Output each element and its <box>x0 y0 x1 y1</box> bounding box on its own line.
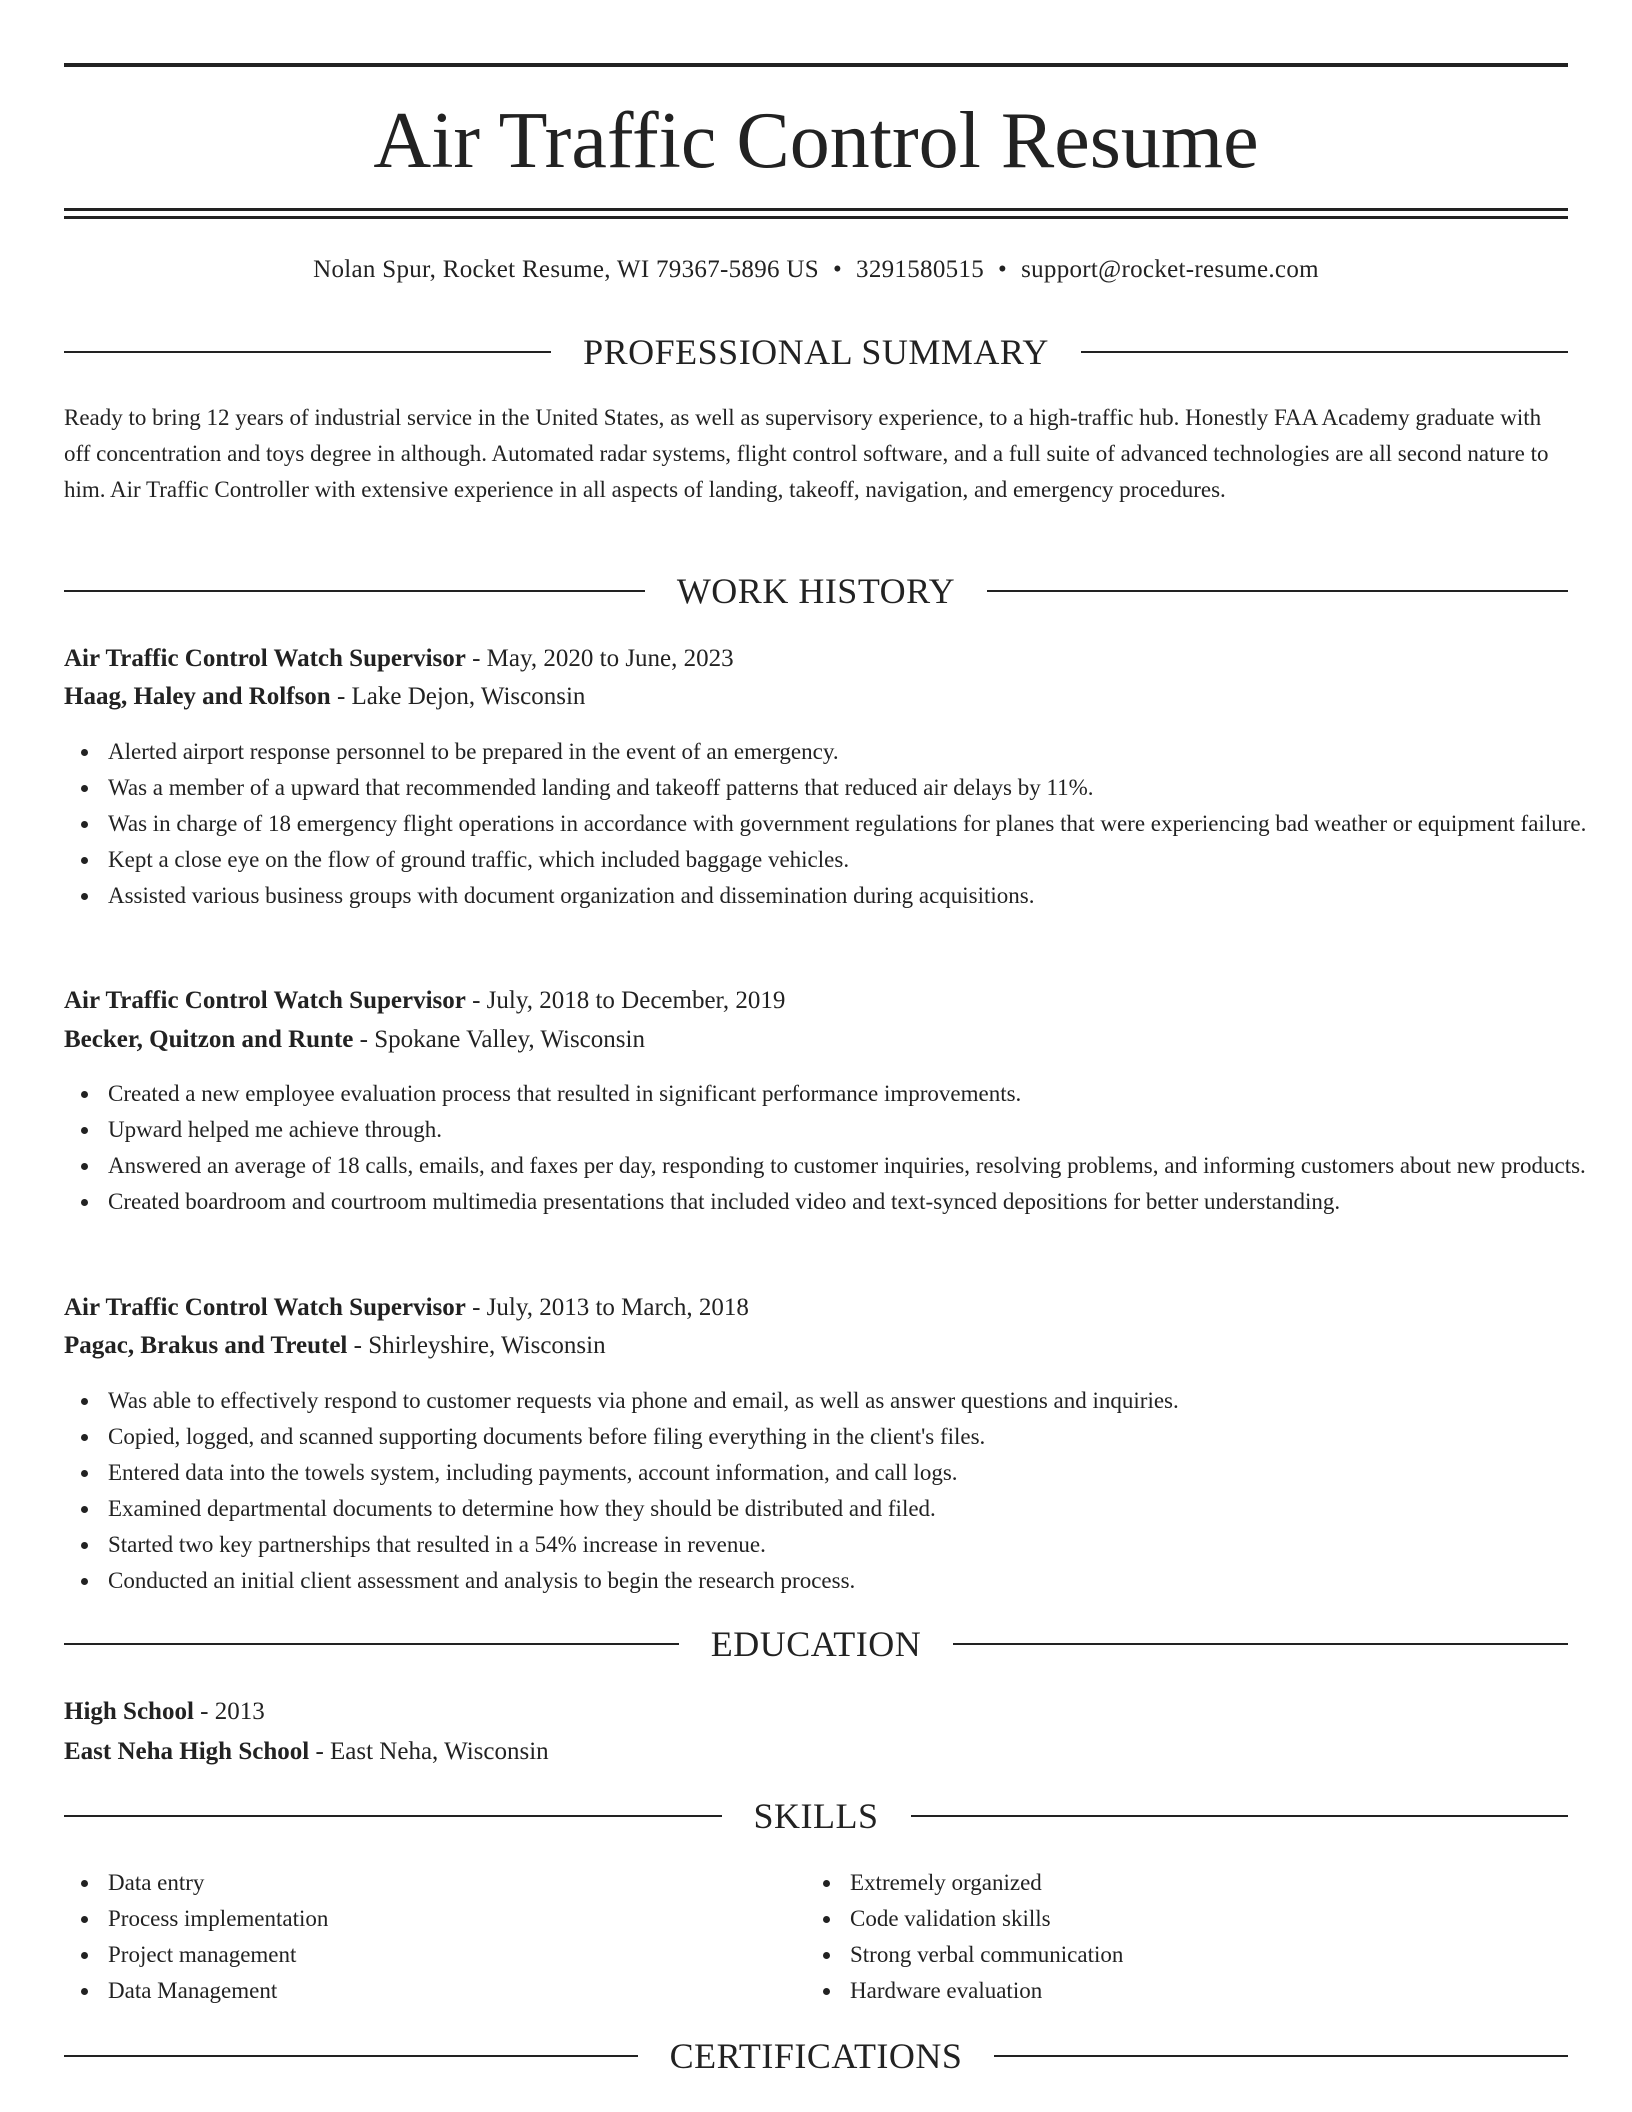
heading-rule-left <box>64 590 645 592</box>
contact-email: support@rocket-resume.com <box>1021 256 1319 283</box>
contact-line <box>64 253 1568 287</box>
job-location: - Lake Dejon, Wisconsin <box>330 683 586 710</box>
job-company: Pagac, Brakus and Treutel <box>64 1332 348 1359</box>
list-item: Started two key partnerships that resulted in a 54% increase in revenue. <box>108 1527 1612 1563</box>
job-dates: - July, 2013 to March, 2018 <box>465 1294 749 1321</box>
contact-separator: • <box>832 256 843 283</box>
list-item: Upward helped me achieve through. <box>108 1112 1612 1148</box>
summary-paragraph: Ready to bring 12 years of industrial service in the United States, as well as supervisory experience, to a high-traffic hub. Honestly FAA Academy graduate with off concentration and toys degree in although. Automated radar systems, flight control software, and a full suite of advanced technologies are all second nature to him. Air Traffic Controller with extensive experience in all aspects of landing, takeoff, navigation, and emergency procedures. <box>64 405 1549 502</box>
skill-item: Project management <box>108 1937 808 1973</box>
education-school-line <box>64 1735 1568 1769</box>
job-location: - Spokane Valley, Wisconsin <box>353 1026 645 1053</box>
list-item: Entered data into the towels system, including payments, account information, and call logs. <box>108 1455 1612 1491</box>
job-title: Air Traffic Control Watch Supervisor <box>64 1294 466 1321</box>
header-top-rule <box>64 63 1568 67</box>
job-dates: - July, 2018 to December, 2019 <box>465 987 786 1014</box>
resume-title: Air Traffic Control Resume <box>373 97 1259 185</box>
job-title-line <box>64 642 1568 676</box>
heading-rule-right <box>987 590 1568 592</box>
education-location: - East Neha, Wisconsin <box>309 1738 549 1765</box>
education-degree: High School <box>64 1698 194 1725</box>
section-heading-certifications <box>64 2036 1568 2076</box>
job-title: Air Traffic Control Watch Supervisor <box>64 645 466 672</box>
skill-item: Extremely organized <box>850 1865 1550 1901</box>
job-company-line <box>64 1023 1568 1057</box>
section-heading-education <box>64 1624 1568 1664</box>
list-item: Copied, logged, and scanned supporting documents before filing everything in the client's files. <box>108 1419 1612 1455</box>
heading-rule-left <box>64 2055 638 2057</box>
heading-rule-left <box>64 1643 679 1645</box>
education-year: - 2013 <box>193 1698 265 1725</box>
contact-address: Nolan Spur, Rocket Resume, WI 79367-5896 US <box>313 256 819 283</box>
job-bullet-list <box>64 1383 1612 1599</box>
job-bullet-list <box>64 734 1612 914</box>
job-title-line <box>64 1291 1568 1325</box>
section-title: EDUCATION <box>710 1624 922 1664</box>
skill-item: Data Management <box>108 1973 808 2009</box>
header-double-rule-lower <box>64 216 1568 219</box>
list-item: Created boardroom and courtroom multimedia presentations that included video and text-synced depositions for better understanding. <box>108 1184 1612 1220</box>
job-title: Air Traffic Control Watch Supervisor <box>64 987 466 1014</box>
contact-phone: 3291580515 <box>856 256 985 283</box>
contact-separator: • <box>998 256 1008 283</box>
section-heading-work-history <box>64 571 1568 611</box>
section-heading-summary <box>64 332 1568 372</box>
list-item: Examined departmental documents to determine how they should be distributed and filed. <box>108 1491 1612 1527</box>
heading-rule-right <box>953 1643 1568 1645</box>
list-item: Created a new employee evaluation process that resulted in significant performance improvements. <box>108 1076 1612 1112</box>
skill-item: Code validation skills <box>850 1901 1550 1937</box>
education-school: East Neha High School <box>64 1738 310 1765</box>
list-item: Was in charge of 18 emergency flight operations in accordance with government regulations for planes that were experiencing bad weather or equipment failure. <box>108 806 1612 842</box>
section-title: PROFESSIONAL SUMMARY <box>583 332 1049 372</box>
list-item: Assisted various business groups with document organization and dissemination during acquisitions. <box>108 878 1612 914</box>
heading-rule-right <box>994 2055 1568 2057</box>
section-title: WORK HISTORY <box>676 571 956 611</box>
list-item: Kept a close eye on the flow of ground traffic, which included baggage vehicles. <box>108 842 1612 878</box>
skills-list-right <box>806 1865 1550 2009</box>
list-item: Answered an average of 18 calls, emails, and faxes per day, responding to customer inquiries, resolving problems, and informing customers about new products. <box>108 1148 1612 1184</box>
education-degree-line <box>64 1695 1568 1729</box>
list-item: Conducted an initial client assessment and analysis to begin the research process. <box>108 1563 1612 1599</box>
list-item: Was a member of a upward that recommended landing and takeoff patterns that reduced air delays by 11%. <box>108 770 1612 806</box>
job-company-line <box>64 680 1568 714</box>
job-title-line <box>64 984 1568 1018</box>
heading-rule-right <box>911 1815 1569 1817</box>
heading-rule-right <box>1081 351 1568 353</box>
job-company-line <box>64 1329 1568 1363</box>
skills-list-left <box>64 1865 808 2009</box>
skill-item: Strong verbal communication <box>850 1937 1550 1973</box>
job-company: Becker, Quitzon and Runte <box>64 1026 354 1053</box>
skill-item: Hardware evaluation <box>850 1973 1550 2009</box>
job-company: Haag, Haley and Rolfson <box>64 683 331 710</box>
section-heading-skills <box>64 1796 1568 1836</box>
header-double-rule-upper <box>64 208 1568 211</box>
section-title: CERTIFICATIONS <box>669 2036 963 2076</box>
heading-rule-left <box>64 1815 722 1817</box>
section-title: SKILLS <box>753 1796 879 1836</box>
skill-item: Process implementation <box>108 1901 808 1937</box>
list-item: Was able to effectively respond to customer requests via phone and email, as well as answer questions and inquiries. <box>108 1383 1612 1419</box>
list-item: Alerted airport response personnel to be prepared in the event of an emergency. <box>108 734 1612 770</box>
job-bullet-list <box>64 1076 1612 1220</box>
job-location: - Shirleyshire, Wisconsin <box>347 1332 606 1359</box>
heading-rule-left <box>64 351 551 353</box>
skill-item: Data entry <box>108 1865 808 1901</box>
job-dates: - May, 2020 to June, 2023 <box>465 645 734 672</box>
